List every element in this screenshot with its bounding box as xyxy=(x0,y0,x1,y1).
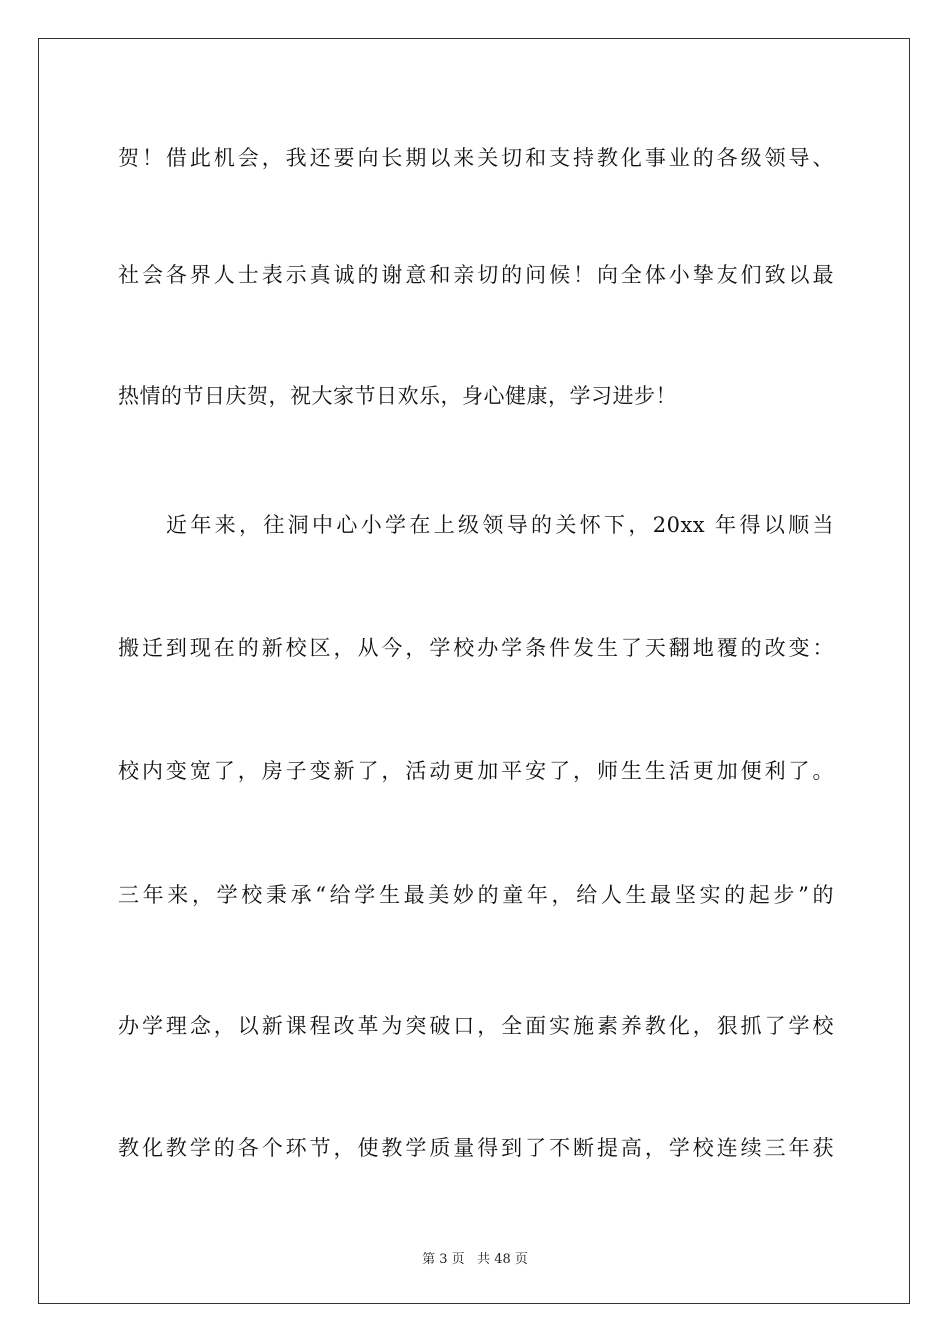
page-number-footer: 第 3 页 共 48 页 xyxy=(422,1252,528,1267)
paragraph-line-1: 贺！借此机会，我还要向长期以来关切和支持教化事业的各级领导、 xyxy=(118,146,834,170)
page-border xyxy=(38,38,910,1304)
paragraph-line-3: 热情的节日庆贺，祝大家节日欢乐，身心健康，学习进步！ xyxy=(118,384,677,408)
paragraph-line-5: 搬迁到现在的新校区，从今，学校办学条件发生了天翻地覆的改变： xyxy=(118,636,834,660)
paragraph-line-2: 社会各界人士表示真诚的谢意和亲切的问候！向全体小挚友们致以最 xyxy=(118,263,834,287)
paragraph-line-4: 近年来，往洞中心小学在上级领导的关怀下，20xx 年得以顺当 xyxy=(166,513,834,537)
paragraph-line-7: 三年来，学校秉承“给学生最美妙的童年，给人生最坚实的起步”的 xyxy=(118,883,834,907)
paragraph-line-8: 办学理念，以新课程改革为突破口，全面实施素养教化，狠抓了学校 xyxy=(118,1014,834,1038)
paragraph-line-9: 教化教学的各个环节，使教学质量得到了不断提高，学校连续三年获 xyxy=(118,1136,834,1160)
paragraph-line-6: 校内变宽了，房子变新了，活动更加平安了，师生生活更加便利了。 xyxy=(118,759,834,783)
